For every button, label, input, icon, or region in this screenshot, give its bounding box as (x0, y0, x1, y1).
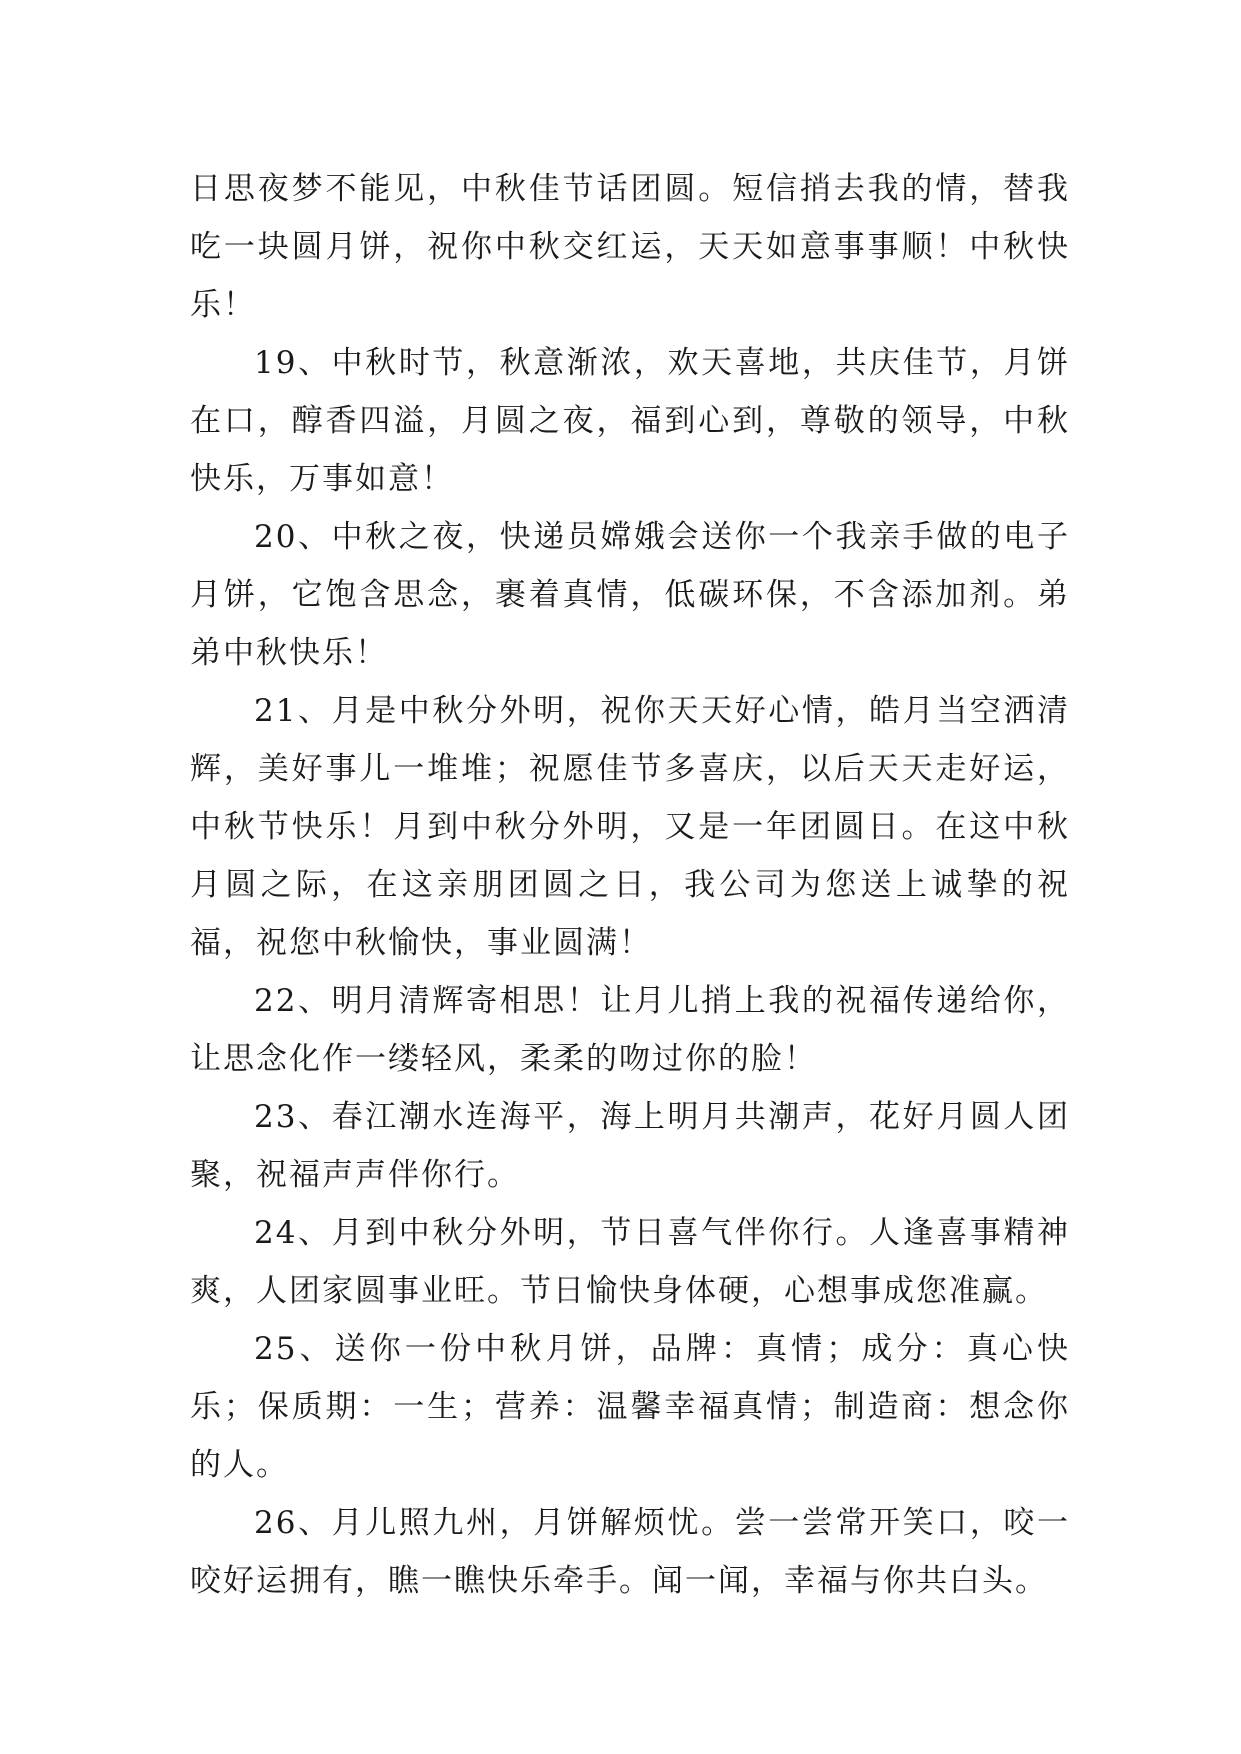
paragraph-23: 23、春江潮水连海平，海上明月共潮声，花好月圆人团聚，祝福声声伴你行。 (190, 1099, 1070, 1193)
paragraph-25: 25、送你一份中秋月饼，品牌：真情；成分：真心快乐；保质期：一生；营养：温馨幸福真情；制造商：想念你的人。 (190, 1331, 1070, 1483)
paragraph-20: 20、中秋之夜，快递员嫦娥会送你一个我亲手做的电子月饼，它饱含思念，裹着真情，低碳环保，不含添加剂。弟弟中秋快乐！ (190, 519, 1070, 671)
paragraph-continuation: 日思夜梦不能见，中秋佳节话团圆。短信捎去我的情，替我吃一块圆月饼，祝你中秋交红运，天天如意事事顺！中秋快乐！ (190, 171, 1070, 323)
paragraph-19: 19、中秋时节，秋意渐浓，欢天喜地，共庆佳节，月饼在口，醇香四溢，月圆之夜，福到心到，尊敬的领导，中秋快乐，万事如意！ (190, 345, 1070, 497)
paragraph-21: 21、月是中秋分外明，祝你天天好心情，皓月当空洒清辉，美好事儿一堆堆；祝愿佳节多喜庆，以后天天走好运，中秋节快乐！月到中秋分外明，又是一年团圆日。在这中秋月圆之际，在这亲朋团圆之日，我公司为您送上诚挚的祝福，祝您中秋愉快，事业圆满！ (190, 693, 1070, 961)
paragraph-22: 22、明月清辉寄相思！让月儿捎上我的祝福传递给你，让思念化作一缕轻风，柔柔的吻过你的脸！ (190, 983, 1070, 1077)
document-body (190, 160, 1070, 1610)
paragraph-24: 24、月到中秋分外明，节日喜气伴你行。人逢喜事精神爽，人团家圆事业旺。节日愉快身体硬，心想事成您准赢。 (190, 1215, 1070, 1309)
paragraph-26: 26、月儿照九州，月饼解烦忧。尝一尝常开笑口，咬一咬好运拥有，瞧一瞧快乐牵手。闻一闻，幸福与你共白头。 (190, 1505, 1070, 1599)
